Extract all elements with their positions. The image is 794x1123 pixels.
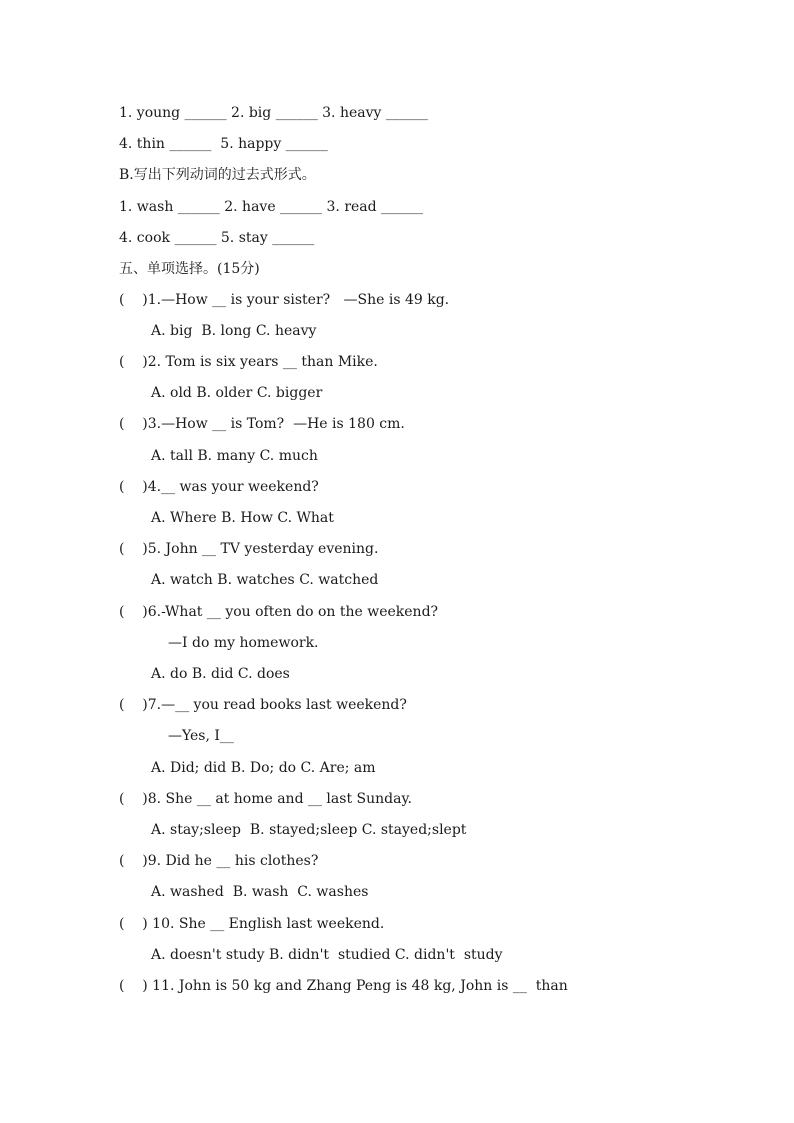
section-b-heading: B.写出下列动词的过去式形式。 xyxy=(119,167,316,183)
question-7-response: —Yes, I__ xyxy=(168,728,234,744)
question-1: ( )1.—How __ is your sister? —She is 49 kg. xyxy=(119,292,450,308)
question-2-options: A. old B. older C. bigger xyxy=(151,385,323,401)
adjective-row-2: 4. thin ______ 5. happy ______ xyxy=(119,136,328,152)
question-6: ( )6.-What __ you often do on the weekend? xyxy=(119,604,439,620)
question-7: ( )7.—__ you read books last weekend? xyxy=(119,697,407,713)
adjective-row-1: 1. young ______ 2. big ______ 3. heavy ______ xyxy=(119,105,428,121)
question-10: ( ) 10. She __ English last weekend. xyxy=(119,916,385,932)
question-2: ( )2. Tom is six years __ than Mike. xyxy=(119,354,378,370)
verb-row-1: 1. wash ______ 2. have ______ 3. read ______ xyxy=(119,199,424,215)
question-1-options: A. big B. long C. heavy xyxy=(151,323,317,339)
question-5-options: A. watch B. watches C. watched xyxy=(151,572,379,588)
question-8-options: A. stay;sleep B. stayed;sleep C. stayed;slept xyxy=(151,822,467,838)
question-5: ( )5. John __ TV yesterday evening. xyxy=(119,541,379,557)
question-4: ( )4.__ was your weekend? xyxy=(119,479,319,495)
question-6-response: —I do my homework. xyxy=(168,635,319,651)
question-8: ( )8. She __ at home and __ last Sunday. xyxy=(119,791,412,807)
question-9-options: A. washed B. wash C. washes xyxy=(151,884,369,900)
question-6-options: A. do B. did C. does xyxy=(151,666,290,682)
question-9: ( )9. Did he __ his clothes? xyxy=(119,853,319,869)
section-five-heading: 五、单项选择。(15分) xyxy=(119,261,260,277)
question-7-options: A. Did; did B. Do; do C. Are; am xyxy=(151,760,376,776)
question-11: ( ) 11. John is 50 kg and Zhang Peng is 48 kg, John is __ than xyxy=(119,978,568,994)
question-3: ( )3.—How __ is Tom? —He is 180 cm. xyxy=(119,416,405,432)
question-10-options: A. doesn't study B. didn't studied C. didn't study xyxy=(151,947,503,963)
question-3-options: A. tall B. many C. much xyxy=(151,448,318,464)
question-4-options: A. Where B. How C. What xyxy=(151,510,334,526)
verb-row-2: 4. cook ______ 5. stay ______ xyxy=(119,230,315,246)
